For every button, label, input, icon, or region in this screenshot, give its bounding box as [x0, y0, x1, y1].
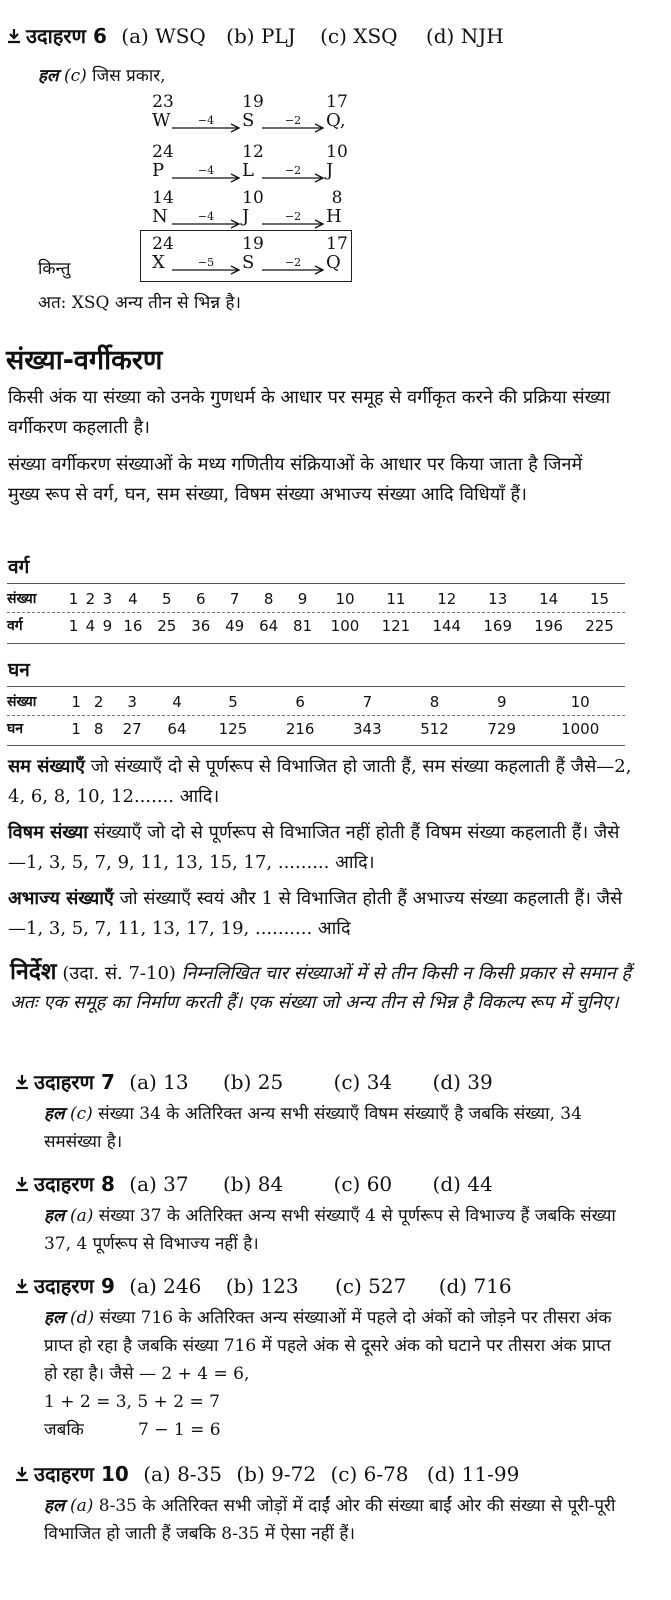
chain-number: 23 [152, 92, 174, 112]
square-number-cell: 4 [128, 589, 138, 608]
square-value-cell: 16 [123, 616, 143, 635]
ex8-option-c[interactable]: (c) 60 [333, 1172, 393, 1196]
cube-table-title: घन [8, 659, 30, 681]
instruction-block [10, 958, 640, 1017]
ex9-option-a[interactable]: (a) 246 [129, 1274, 202, 1298]
arrow-operation: −4 [197, 210, 215, 223]
chain-number: 14 [152, 188, 174, 208]
square-value-cell: 196 [534, 616, 563, 635]
odd-definition [8, 818, 636, 878]
solution-choice: (c) [63, 66, 87, 86]
arrow-operation: −2 [284, 256, 302, 269]
square-table-title: वर्ग [8, 556, 30, 578]
ex9-line-2: 1 + 2 = 3, 5 + 2 = 7 [44, 1392, 220, 1412]
square-number-cell: 7 [229, 589, 240, 608]
ex9-solution [44, 1304, 624, 1388]
ex6-solution-intro [38, 62, 166, 90]
solution-prefix: हल [38, 66, 59, 86]
kintu-label: किन्तु [38, 259, 71, 279]
solution-choice: (d) [69, 1308, 95, 1328]
cube-number-cell: 2 [93, 692, 104, 711]
chain-number: 19 [242, 92, 264, 112]
ex9-line-3: 7 − 1 = 6 [138, 1420, 221, 1440]
ex6-conclusion: अत: XSQ अन्य तीन से भिन्न है। [38, 293, 241, 313]
solution-prefix: हल [44, 1206, 65, 1226]
example-7-header [14, 1068, 493, 1095]
arrow-operation: −2 [284, 164, 302, 177]
square-value-cell: 9 [102, 616, 113, 635]
odd-term: विषम संख्या [8, 822, 88, 843]
example-9-label: उदाहरण 9 [34, 1274, 115, 1298]
cube-table-top-rule [7, 686, 625, 687]
cube-value-cell: 343 [353, 719, 382, 738]
square-value-cell: 4 [85, 616, 96, 635]
ex10-option-b[interactable]: (b) 9-72 [236, 1462, 317, 1486]
download-icon[interactable] [14, 1074, 30, 1090]
square-row-label-number: संख्या [7, 591, 37, 607]
ex6-option-c[interactable]: (c) XSQ [320, 24, 398, 48]
ex8-option-b[interactable]: (b) 84 [222, 1172, 284, 1196]
cube-number-cell: 8 [429, 692, 440, 711]
square-number-cell: 6 [195, 589, 206, 608]
square-value-cell: 121 [381, 616, 411, 635]
chain-number: 10 [326, 142, 348, 162]
cube-row-label-cube: घन [7, 721, 24, 737]
chain-letter: J [326, 160, 334, 181]
square-value-cell: 25 [157, 616, 177, 635]
square-value-cell: 144 [432, 616, 462, 635]
chain-number: 24 [152, 234, 174, 254]
even-term: सम संख्याएँ [8, 756, 85, 777]
section-paragraph-2: संख्या वर्गीकरण संख्याओं के मध्य गणितीय संक्रियाओं के आधार पर किया जाता है जिनमें मुख्य रूप से वर्ग, घन, सम संख्या, विषम संख्या अभाज्य संख्या आदि विधियाँ हैं। [8, 454, 583, 505]
download-icon[interactable] [6, 28, 22, 44]
download-icon[interactable] [14, 1176, 30, 1192]
download-icon[interactable] [14, 1278, 30, 1294]
cube-number-cell: 4 [172, 692, 182, 711]
ex9-option-c[interactable]: (c) 527 [335, 1274, 407, 1298]
example-6-label: उदाहरण 6 [26, 24, 107, 48]
chain-number: 17 [326, 92, 348, 112]
cube-number-cell: 3 [127, 692, 137, 711]
cube-number-cell: 10 [570, 692, 590, 711]
cube-row-label-number: संख्या [7, 694, 37, 710]
solution-choice: (a) [69, 1206, 94, 1226]
cube-value-cell: 64 [167, 719, 187, 738]
cube-value-cell: 1000 [561, 719, 600, 738]
cube-table-bottom-rule [7, 745, 625, 746]
chain-arrow [262, 210, 324, 228]
section-title: संख्या-वर्गीकरण [6, 345, 163, 376]
ex8-option-d[interactable]: (d) 44 [432, 1172, 493, 1196]
ex7-option-d[interactable]: (d) 39 [432, 1070, 493, 1094]
ex6-option-a[interactable]: (a) WSQ [121, 24, 206, 48]
solution-text: संख्या 37 के अतिरिक्त अन्य सभी संख्याएँ 4 से पूर्णरूप से विभाज्य हैं जबकि संख्या 37, 4 पूर्णरूप से विभाज्य नहीं है। [44, 1206, 616, 1254]
arrow-operation: −4 [197, 164, 215, 177]
solution-choice: (a) [69, 1496, 94, 1516]
ex10-option-a[interactable]: (a) 8-35 [143, 1462, 223, 1486]
cube-table-number-row [7, 688, 625, 715]
cube-value-cell: 125 [218, 719, 248, 738]
cube-value-cell: 27 [122, 719, 142, 738]
square-value-cell: 49 [225, 616, 245, 635]
square-value-cell: 225 [585, 616, 614, 635]
ex7-option-b[interactable]: (b) 25 [222, 1070, 284, 1094]
ex6-option-d[interactable]: (d) NJH [425, 24, 504, 48]
ex6-option-b[interactable]: (b) PLJ [226, 24, 296, 48]
chain-number: 17 [326, 234, 348, 254]
ex7-option-a[interactable]: (a) 13 [129, 1070, 189, 1094]
ex9-option-d[interactable]: (d) 716 [438, 1274, 512, 1298]
cube-table-value-row [7, 715, 625, 742]
chain-arrow [262, 164, 324, 182]
section-paragraph-1: किसी अंक या संख्या को उनके गुणधर्म के आधार पर समूह से वर्गीकृत करने की प्रक्रिया संख्या वर्गीकरण कहलाती है। [8, 387, 611, 438]
solution-prefix: हल [44, 1104, 65, 1124]
download-icon[interactable] [14, 1466, 30, 1482]
chain-letter: H [326, 206, 342, 227]
square-number-cell: 14 [539, 589, 559, 608]
square-number-cell: 15 [589, 589, 610, 608]
square-table-value-row [7, 612, 625, 639]
ex10-option-d[interactable]: (d) 11-99 [426, 1462, 520, 1486]
chain-arrow [172, 164, 240, 182]
square-number-cell: 13 [488, 589, 508, 608]
chain-letter: S [242, 110, 255, 131]
ex7-solution [44, 1100, 634, 1156]
square-number-cell: 3 [102, 589, 113, 608]
cube-number-cell: 7 [362, 692, 373, 711]
square-number-cell: 10 [335, 589, 355, 608]
solution-text: संख्या 34 के अतिरिक्त अन्य सभी संख्याएँ विषम संख्याएँ है जबकि संख्या, 34 समसंख्या है। [44, 1104, 582, 1152]
cube-value-cell: 1 [71, 719, 81, 738]
arrow-operation: −4 [197, 114, 215, 127]
chain-letter: S [242, 252, 255, 273]
highlight-box [140, 230, 352, 282]
square-number-cell: 8 [263, 589, 274, 608]
chain-letter: X [152, 252, 165, 273]
chain-letter: Q, [326, 110, 346, 131]
chain-letter: P [152, 160, 165, 181]
cube-value-cell: 8 [93, 719, 104, 738]
square-value-cell: 81 [293, 616, 313, 635]
example-6-header [6, 22, 504, 49]
chain-arrow [172, 114, 240, 132]
chain-arrow [172, 210, 240, 228]
even-definition [8, 752, 636, 812]
solution-text: जिस प्रकार, [92, 66, 166, 86]
square-value-cell: 169 [483, 616, 513, 635]
arrow-operation: −2 [284, 210, 302, 223]
example-8-header [14, 1170, 493, 1197]
square-number-cell: 1 [68, 589, 79, 608]
cube-number-cell: 9 [496, 692, 507, 711]
cube-number-cell: 1 [71, 692, 81, 711]
square-table [7, 585, 625, 639]
prime-text: जो संख्याएँ स्वयं और 1 से विभाजित होती हैं अभाज्य संख्या कहलाती हैं। जैसे—1, 3, 5, 7, 11, 13, 17, 19, .......... आदि [8, 888, 623, 939]
solution-text: संख्या 716 के अतिरिक्त अन्य संख्याओं में पहले दो अंकों को जोड़ने पर तीसरा अंक प्राप्त हो रहा है जबकि संख्या 716 में पहले अंक से दूसरे अंक को घटाने पर तीसरा अंक प्राप्त हो रहा है। जैसे — 2 + 4 = 6, [44, 1308, 612, 1384]
chain-arrow [262, 114, 324, 132]
example-9-header [14, 1272, 512, 1299]
ex8-solution [44, 1202, 624, 1258]
cube-value-cell: 729 [487, 719, 517, 738]
cube-number-cell: 6 [295, 692, 305, 711]
square-number-cell: 11 [386, 589, 406, 608]
square-number-cell: 12 [437, 589, 457, 608]
cube-value-cell: 216 [285, 719, 315, 738]
instruction-head: निर्देश [10, 959, 57, 985]
odd-text: संख्याएँ जो दो से पूर्णरूप से विभाजित नहीं होती हैं विषम संख्या कहलाती हैं। जैसे—1, 3, 5, 7, 9, 11, 13, 15, 17, ......... आदि। [8, 822, 620, 873]
ex10-solution [44, 1492, 634, 1548]
cube-number-cell: 5 [228, 692, 238, 711]
chain-number: 12 [242, 142, 264, 162]
square-value-cell: 36 [191, 616, 211, 635]
prime-definition [8, 884, 636, 944]
solution-choice: (c) [69, 1104, 93, 1124]
ex9-option-b[interactable]: (b) 123 [225, 1274, 299, 1298]
chain-letter: W [152, 110, 171, 131]
example-7-label: उदाहरण 7 [34, 1070, 115, 1094]
chain-number: 8 [331, 188, 343, 208]
square-value-cell: 1 [68, 616, 79, 635]
example-10-label: उदाहरण 10 [34, 1462, 129, 1486]
cube-table [7, 688, 625, 742]
ex7-option-c[interactable]: (c) 34 [333, 1070, 393, 1094]
square-number-cell: 5 [162, 589, 172, 608]
solution-text: 8-35 के अतिरिक्त सभी जोड़ों में दाईं ओर की संख्या बाईं ओर की संख्या से पूरी-पूरी विभाजित हो जाती हैं जबकि 8-35 में ऐसा नहीं हैं। [44, 1496, 616, 1544]
arrow-operation: −5 [197, 256, 215, 269]
square-value-cell: 100 [330, 616, 360, 635]
square-value-cell: 64 [259, 616, 279, 635]
square-table-top-rule [7, 583, 625, 584]
arrow-operation: −2 [284, 114, 302, 127]
prime-term: अभाज्य संख्याएँ [8, 888, 114, 909]
square-number-cell: 9 [297, 589, 308, 608]
chain-number: 24 [152, 142, 174, 162]
ex10-option-c[interactable]: (c) 6-78 [330, 1462, 409, 1486]
square-row-label-square: वर्ग [7, 618, 23, 634]
example-8-label: उदाहरण 8 [34, 1172, 115, 1196]
ex8-option-a[interactable]: (a) 37 [129, 1172, 189, 1196]
ex9-jabki: जबकि [44, 1420, 84, 1440]
even-text: जो संख्याएँ दो से पूर्णरूप से विभाजित हो जाती हैं, सम संख्या कहलाती हैं जैसे—2, 4, 6, 8, 10, 12....... आदि। [8, 756, 632, 807]
chain-letter: L [242, 160, 254, 181]
chain-number: 19 [242, 234, 264, 254]
example-10-header [14, 1460, 519, 1487]
chain-letter: Q [326, 252, 341, 273]
chain-number: 10 [242, 188, 264, 208]
square-table-number-row [7, 585, 625, 612]
chain-letter: N [152, 206, 168, 227]
solution-prefix: हल [44, 1496, 65, 1516]
square-table-bottom-rule [7, 643, 625, 644]
cube-value-cell: 512 [420, 719, 449, 738]
instruction-ref: (उदा. सं. 7-10) [62, 963, 176, 984]
square-number-cell: 2 [85, 589, 96, 608]
chain-letter: J [242, 206, 250, 227]
instruction-text: निम्नलिखित चार संख्याओं में से तीन किसी न किसी प्रकार से समान हैं अतः एक समूह का निर्माण करती हैं। एक संख्या जो अन्य तीन से भिन्न है विकल्प रूप में चुनिए। [10, 963, 632, 1013]
solution-prefix: हल [44, 1308, 65, 1328]
